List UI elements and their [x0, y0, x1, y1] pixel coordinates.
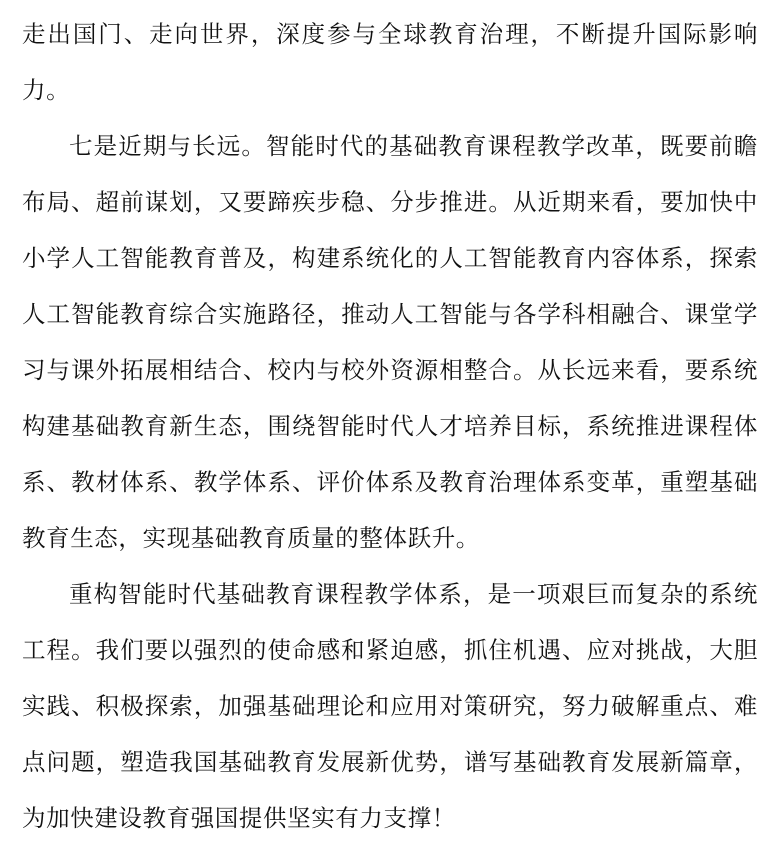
- document-body: [22, 0, 758, 846]
- paragraph-continued: 走出国门、走向世界，深度参与全球教育治理，不断提升国际影响力。: [22, 20, 758, 104]
- paragraph-conclusion: 重构智能时代基础教育课程教学体系，是一项艰巨而复杂的系统工程。我们要以强烈的使命感和紧迫感，抓住机遇、应对挑战，大胆实践、积极探索，加强基础理论和应用对策研究，努力破解重点、难点问题，塑造我国基础教育发展新优势，谱写基础教育发展新篇章，为加快建设教育强国提供坚实有力支撑！: [22, 580, 758, 832]
- paragraph-seven-near-and-long-term: 七是近期与长远。智能时代的基础教育课程教学改革，既要前瞻布局、超前谋划，又要蹄疾步稳、分步推进。从近期来看，要加快中小学人工智能教育普及，构建系统化的人工智能教育内容体系，探索人工智能教育综合实施路径，推动人工智能与各学科相融合、课堂学习与课外拓展相结合、校内与校外资源相整合。从长远来看，要系统构建基础教育新生态，围绕智能时代人才培养目标，系统推进课程体系、教材体系、教学体系、评价体系及教育治理体系变革，重塑基础教育生态，实现基础教育质量的整体跃升。: [22, 132, 758, 552]
